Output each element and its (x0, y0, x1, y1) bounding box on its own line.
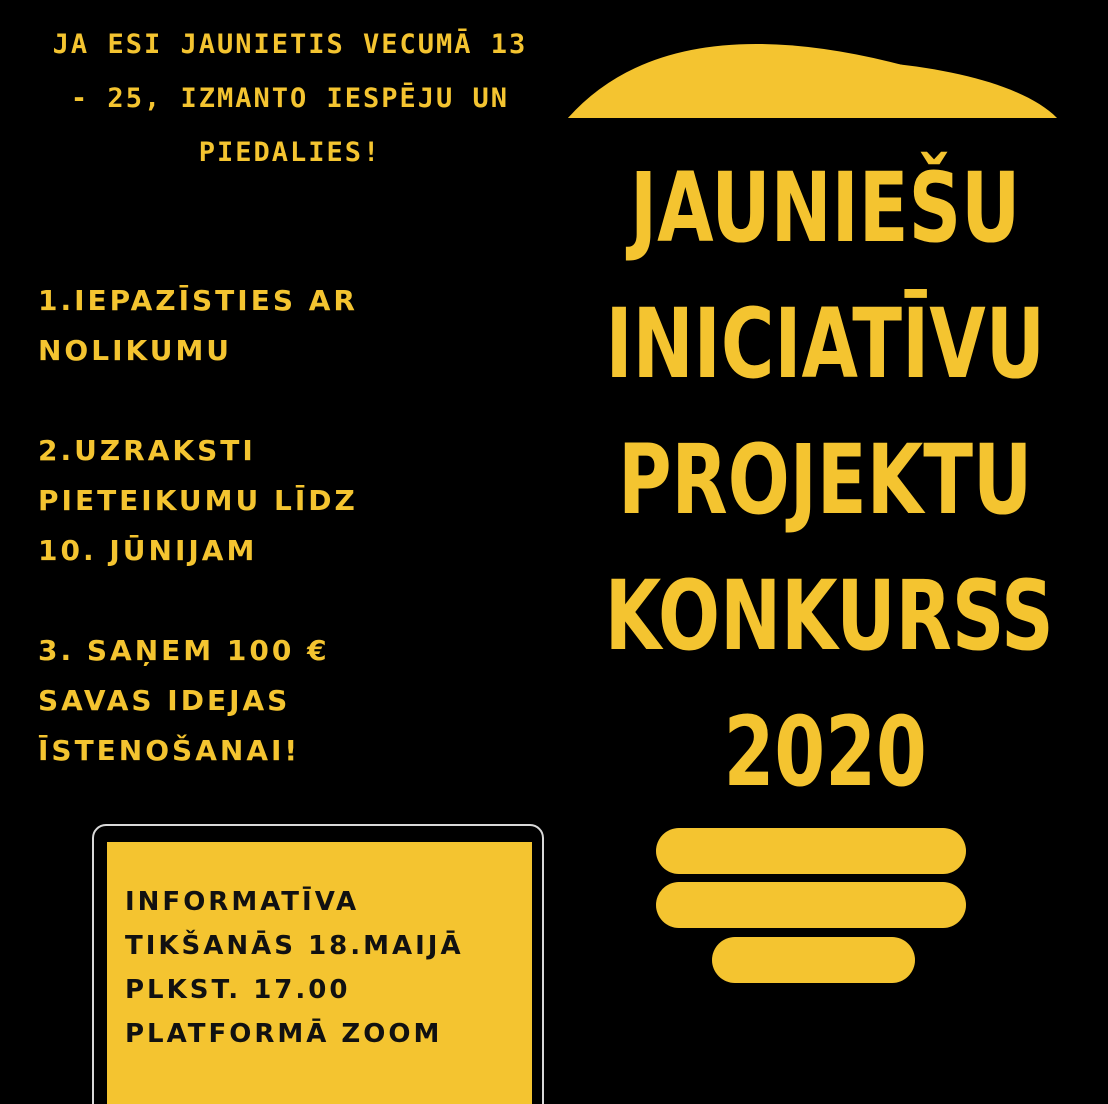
poster-title (604, 140, 1054, 820)
bulb-base-ring-1 (656, 828, 966, 874)
bulb-base-ring-2 (656, 882, 966, 928)
step-line: SAVAS IDEJAS (38, 684, 291, 717)
step-line: PIETEIKUMU LĪDZ (38, 484, 358, 517)
info-line: PLATFORMĀ ZOOM (125, 1019, 443, 1049)
intro-line: PIEDALIES! (198, 137, 382, 168)
title-line: INICIATĪVU (605, 288, 1045, 400)
info-line: TIKŠANĀS 18.MAIJĀ (125, 931, 464, 961)
intro-line: - 25, IZMANTO IESPĒJU UN (70, 83, 510, 114)
info-line: PLKST. 17.00 (125, 975, 351, 1005)
step-line: 1.IEPAZĪSTIES AR (38, 284, 358, 317)
info-line: INFORMATĪVA (125, 887, 360, 917)
title-line: JAUNIEŠU (629, 152, 1021, 264)
intro-line: JA ESI JAUNIETIS VECUMĀ 13 (52, 29, 528, 60)
step-1 (38, 276, 478, 376)
step-line: ĪSTENOŠANAI! (38, 734, 301, 767)
bulb-base-cap (712, 937, 915, 983)
title-line: 2020 (723, 696, 927, 808)
step-line: 3. SAŅEM 100 € (38, 634, 330, 667)
step-line: 10. JŪNIJAM (38, 534, 258, 567)
step-line: 2.UZRAKSTI (38, 434, 256, 467)
title-line: PROJEKTU (618, 424, 1033, 536)
info-box (107, 842, 532, 1104)
intro-text (40, 18, 540, 180)
steps-list (38, 276, 478, 776)
step-3 (38, 626, 478, 776)
info-text (125, 880, 464, 1056)
step-2 (38, 426, 478, 576)
step-line: NOLIKUMU (38, 334, 233, 367)
title-line: KONKURSS (604, 560, 1054, 672)
